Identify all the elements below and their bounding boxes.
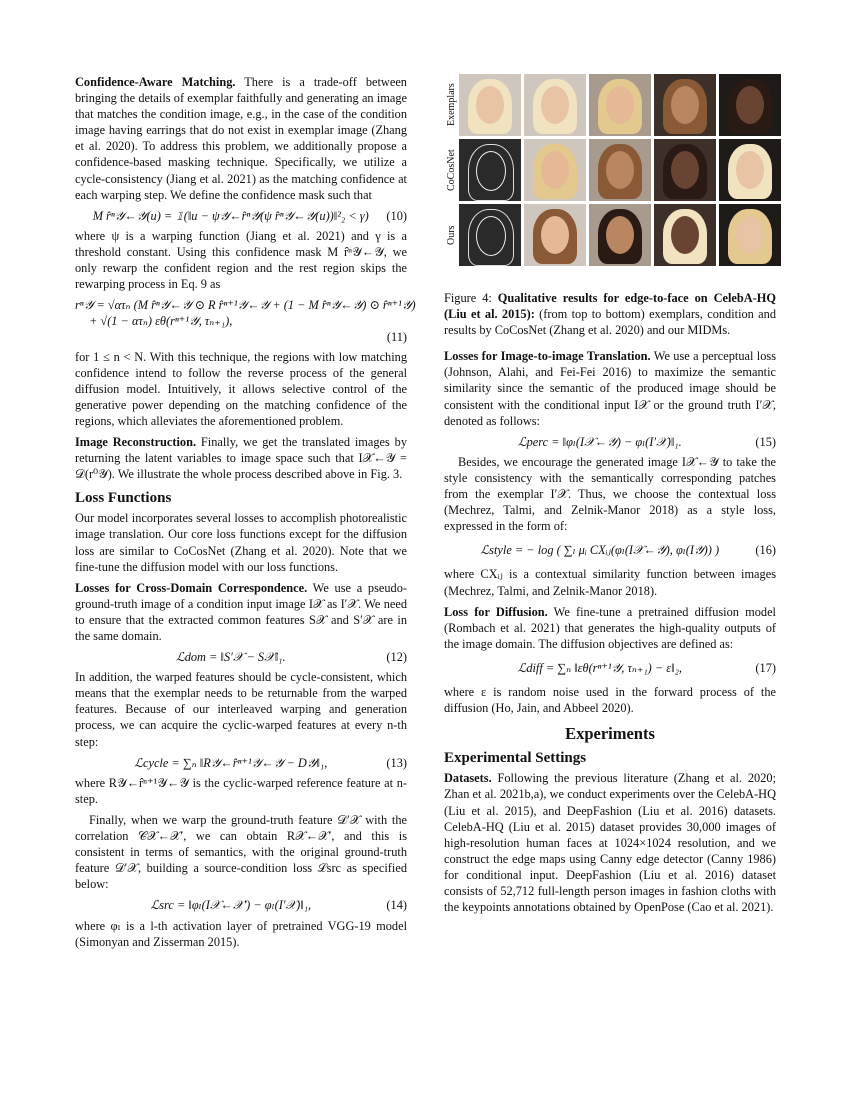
equation-16 [444, 542, 776, 558]
equation-number: (12) [386, 650, 407, 665]
paragraph-text: There is a trade-off between bringing the details of exemplar faithfully and generating an image that matches the condition image, e.g., in the case of the condition image having earrings that do not exist in exemplar image (Zhang et al. 2020). To address this problem, we additionally propose a confidence-based masking technique. Specifically, we utilize a cycle-consistency (Jiang et al. 2021) as the matching confidence at each warping step. We define the confidence mask such that [75, 75, 407, 202]
exemplar-face-image [524, 74, 586, 136]
run-in-heading: Losses for Image-to-image Translation. [444, 349, 651, 364]
equation-12 [75, 649, 407, 665]
paragraph-text: where φₗ is a l-th activation layer of pretrained VGG-19 model (Simonyan and Zisserman 2015). [75, 918, 407, 949]
equation-17 [444, 660, 776, 676]
ours-face-image [524, 204, 586, 266]
equation-expression: ℒsrc = ‖φₗ(I𝒳←𝒳′) − φₗ(I′𝒳)‖₁, [150, 898, 312, 913]
cocosnet-face-image [589, 139, 651, 201]
left-column [75, 74, 416, 955]
caption-text: (from top to bottom) exemplars, condition and results by CoCosNet (Zhang et al. 2020) and our MIDMs. [444, 307, 776, 338]
paragraph-datasets [444, 770, 776, 915]
equation-expression: ℒdom = ‖S′𝒳 − S𝒳‖₁. [175, 650, 286, 665]
equation-line: + √(1 − ατₙ) εθ(rⁿ⁺¹𝒴, τₙ₊₁), [89, 314, 233, 329]
exemplar-face-image [459, 74, 521, 136]
edge-map-image [459, 204, 521, 266]
edge-map-image [459, 139, 521, 201]
equation-13 [75, 755, 407, 771]
equation-number: (15) [755, 434, 776, 449]
figure-caption [444, 290, 776, 338]
equation-expression: ℒdiff = ∑ₙ ‖εθ(rⁿ⁺¹𝒴, τₙ₊₁) − ε‖₂, [517, 660, 682, 675]
equation-number: (17) [755, 660, 776, 675]
equation-14 [75, 897, 407, 913]
paragraph-text: where R𝒴←r̂ⁿ⁺¹𝒴←𝒴 is the cyclic-warped reference feature at n-step. [75, 775, 407, 806]
equation-expression: ℒperc = ‖φₗ(I𝒳←𝒴) − φₗ(I′𝒳)‖₁. [517, 434, 682, 449]
paragraph-text: We use a perceptual loss (Johnson, Alahi, and Fei-Fei 2016) to maximize the semantic similarity since the semantic of the produced image should be consistent with the conditional input I𝒳 or the ground truth I′𝒳, denoted as follows: [444, 349, 776, 428]
cocosnet-face-image [654, 139, 716, 201]
paragraph-confidence-matching [75, 74, 407, 203]
run-in-heading: Loss for Diffusion. [444, 604, 548, 619]
section-title: Experiments [565, 724, 655, 744]
caption-bold: Qualitative results for edge-to-face on CelebA-HQ (Liu et al. 2015): [444, 291, 776, 322]
paragraph-text: Our model incorporates several losses to accomplish photorealistic image translation. Our core loss functions except for the diffusion loss are similar to CoCosNet (Zhang et al. 2020). Note that we fine-tune the diffusion model with our loss functions. [75, 511, 407, 574]
equation-expression: M r̂ⁿ𝒴←𝒴(u) = 𝟙(‖u − ψ𝒴←r̂ⁿ𝒴(ψ r̂ⁿ𝒴←𝒴(u))‖²₂ < γ) [92, 208, 369, 223]
figure-image-grid [459, 74, 781, 266]
run-in-heading: Datasets. [444, 771, 492, 786]
paragraph-text: In addition, the warped features should be cycle-consistent, which means that the exemplar needs to be returnable from the warped features. Because of our interleaved warping and generation process, we can acquire the cyclic-warped features at every n-th step: [75, 670, 407, 749]
cocosnet-face-image [719, 139, 781, 201]
ours-face-image [654, 204, 716, 266]
paragraph-text: Finally, we get the translated images by returning the latent variables to image space such that I𝒳←𝒴 = 𝒟(r⁰𝒴). We illustrate the whole process described above in Fig. 3. [75, 434, 408, 482]
equation-expression: ℒstyle = − log ( ∑ₗ μᵢ CXᵢⱼ(φₗ(I𝒳←𝒴), φₗ(I𝒴)) ) [480, 543, 720, 558]
exemplar-face-image [719, 74, 781, 136]
ours-face-image [589, 204, 651, 266]
cocosnet-face-image [524, 139, 586, 201]
row-label-exemplars: Exemplars [446, 83, 457, 127]
equation-number: (13) [386, 755, 407, 770]
run-in-heading: Losses for Cross-Domain Correspondence. [75, 580, 308, 595]
paragraph-text: where ψ is a warping function (Jiang et al. 2021) and γ is a threshold constant. Using this confidence mask M r̂ⁿ𝒴←𝒴, we only rewarp the confident region and the rest region skips the rewarping process in Eq. 9 as [75, 228, 407, 292]
paragraph-text: for 1 ≤ n < N. With this technique, the regions with low matching confidence intend to follow the reverse process of the general diffusion model. Intuitively, it allows selective control of the generative power depending on the matching confidence of the regions, which alleviates the aforementioned problem. [75, 349, 407, 428]
equation-number: (16) [755, 543, 776, 558]
paragraph-cross-domain [75, 580, 407, 644]
exemplar-face-image [654, 74, 716, 136]
paragraph-image-reconstruction [75, 434, 407, 482]
run-in-heading: Confidence-Aware Matching. [75, 75, 236, 89]
paragraph-text: Besides, we encourage the generated image I𝒳←𝒴 to take the style consistency with the semantically corresponding patches from the exemplar I′𝒳. Thus, we choose the contextual loss (Mechrez, Talmi, and Zelnik-Manor 2018) as a style loss, expressed in the form of: [444, 454, 776, 534]
paragraph-text: where ε is random noise used in the forward process of the diffusion (Ho, Jain, and Abbeel 2020). [444, 684, 776, 716]
equation-number: (14) [386, 898, 407, 913]
equation-expression: ℒcycle = ∑ₙ ‖R𝒴←r̂ⁿ⁺¹𝒴←𝒴 − D𝒴‖₁, [134, 755, 328, 770]
paragraph-diffusion-loss [444, 604, 776, 652]
row-label-cocosnet: CoCosNet [446, 149, 457, 191]
paragraph-text: We use a pseudo-ground-truth image of a condition input image I𝒳 as I′𝒳. We need to ensure that the extracted common features S𝒳 and S′𝒳 are in the same domain. [75, 580, 407, 643]
equation-10 [75, 208, 407, 224]
paragraph-text: Finally, when we warp the ground-truth feature 𝒟′𝒳 with the correlation 𝒞𝒳←𝒳′, we can obtain R𝒳←𝒳′, and this is consistent in terms of semantics, with the original ground-truth feature 𝒟′𝒳, building a source-condition loss ℒsrc as specified below: [75, 812, 407, 892]
caption-label: Figure 4: [444, 291, 492, 305]
figure-4 [444, 74, 776, 282]
equation-11 [75, 297, 416, 345]
equation-15 [444, 434, 776, 450]
section-heading: Loss Functions [75, 490, 172, 507]
ours-face-image [719, 204, 781, 266]
right-column [444, 74, 776, 920]
paragraph-text: We fine-tune a pretrained diffusion model (Rombach et al. 2021) that generates the high-quality outputs of the image domain. The diffusion objectives are defined as: [444, 604, 776, 651]
subsection-heading: Experimental Settings [444, 750, 587, 767]
equation-number: (11) [386, 330, 407, 345]
exemplar-face-image [589, 74, 651, 136]
run-in-heading: Image Reconstruction. [75, 434, 197, 449]
paragraph-image-translation [444, 348, 776, 428]
paragraph-text: where CXᵢⱼ is a contextual similarity function between images (Mechrez, Talmi, and Zelnik-Manor 2018). [444, 567, 776, 598]
paragraph-text: Following the previous literature (Zhang et al. 2020; Zhan et al. 2021b,a), we conduct experiments over the CelebA-HQ (Liu et al. 2015), and DeepFashion (Liu et al. 2016) datasets. CelebA-HQ (Liu et al. 2015) dataset provides 30,000 images of high-resolution human faces at 1024×1024 resolution, and we construct the edge maps using Canny edge detector (Canny 1986) for conditional input. DeepFashion (Liu et al. 2016) dataset consists of 52,712 full-length person images in fashion cloths with the keypoints annotations obtained by OpenPose (Cao et al. 2021). [444, 771, 776, 915]
equation-number: (10) [386, 208, 407, 223]
equation-line: rⁿ𝒴 = √ατₙ (M r̂ⁿ𝒴←𝒴 ⊙ R r̂ⁿ⁺¹𝒴←𝒴 + (1 − M r̂ⁿ𝒴←𝒴) ⊙ r̂ⁿ⁺¹𝒴) [75, 298, 416, 313]
row-label-ours: Ours [446, 225, 457, 245]
